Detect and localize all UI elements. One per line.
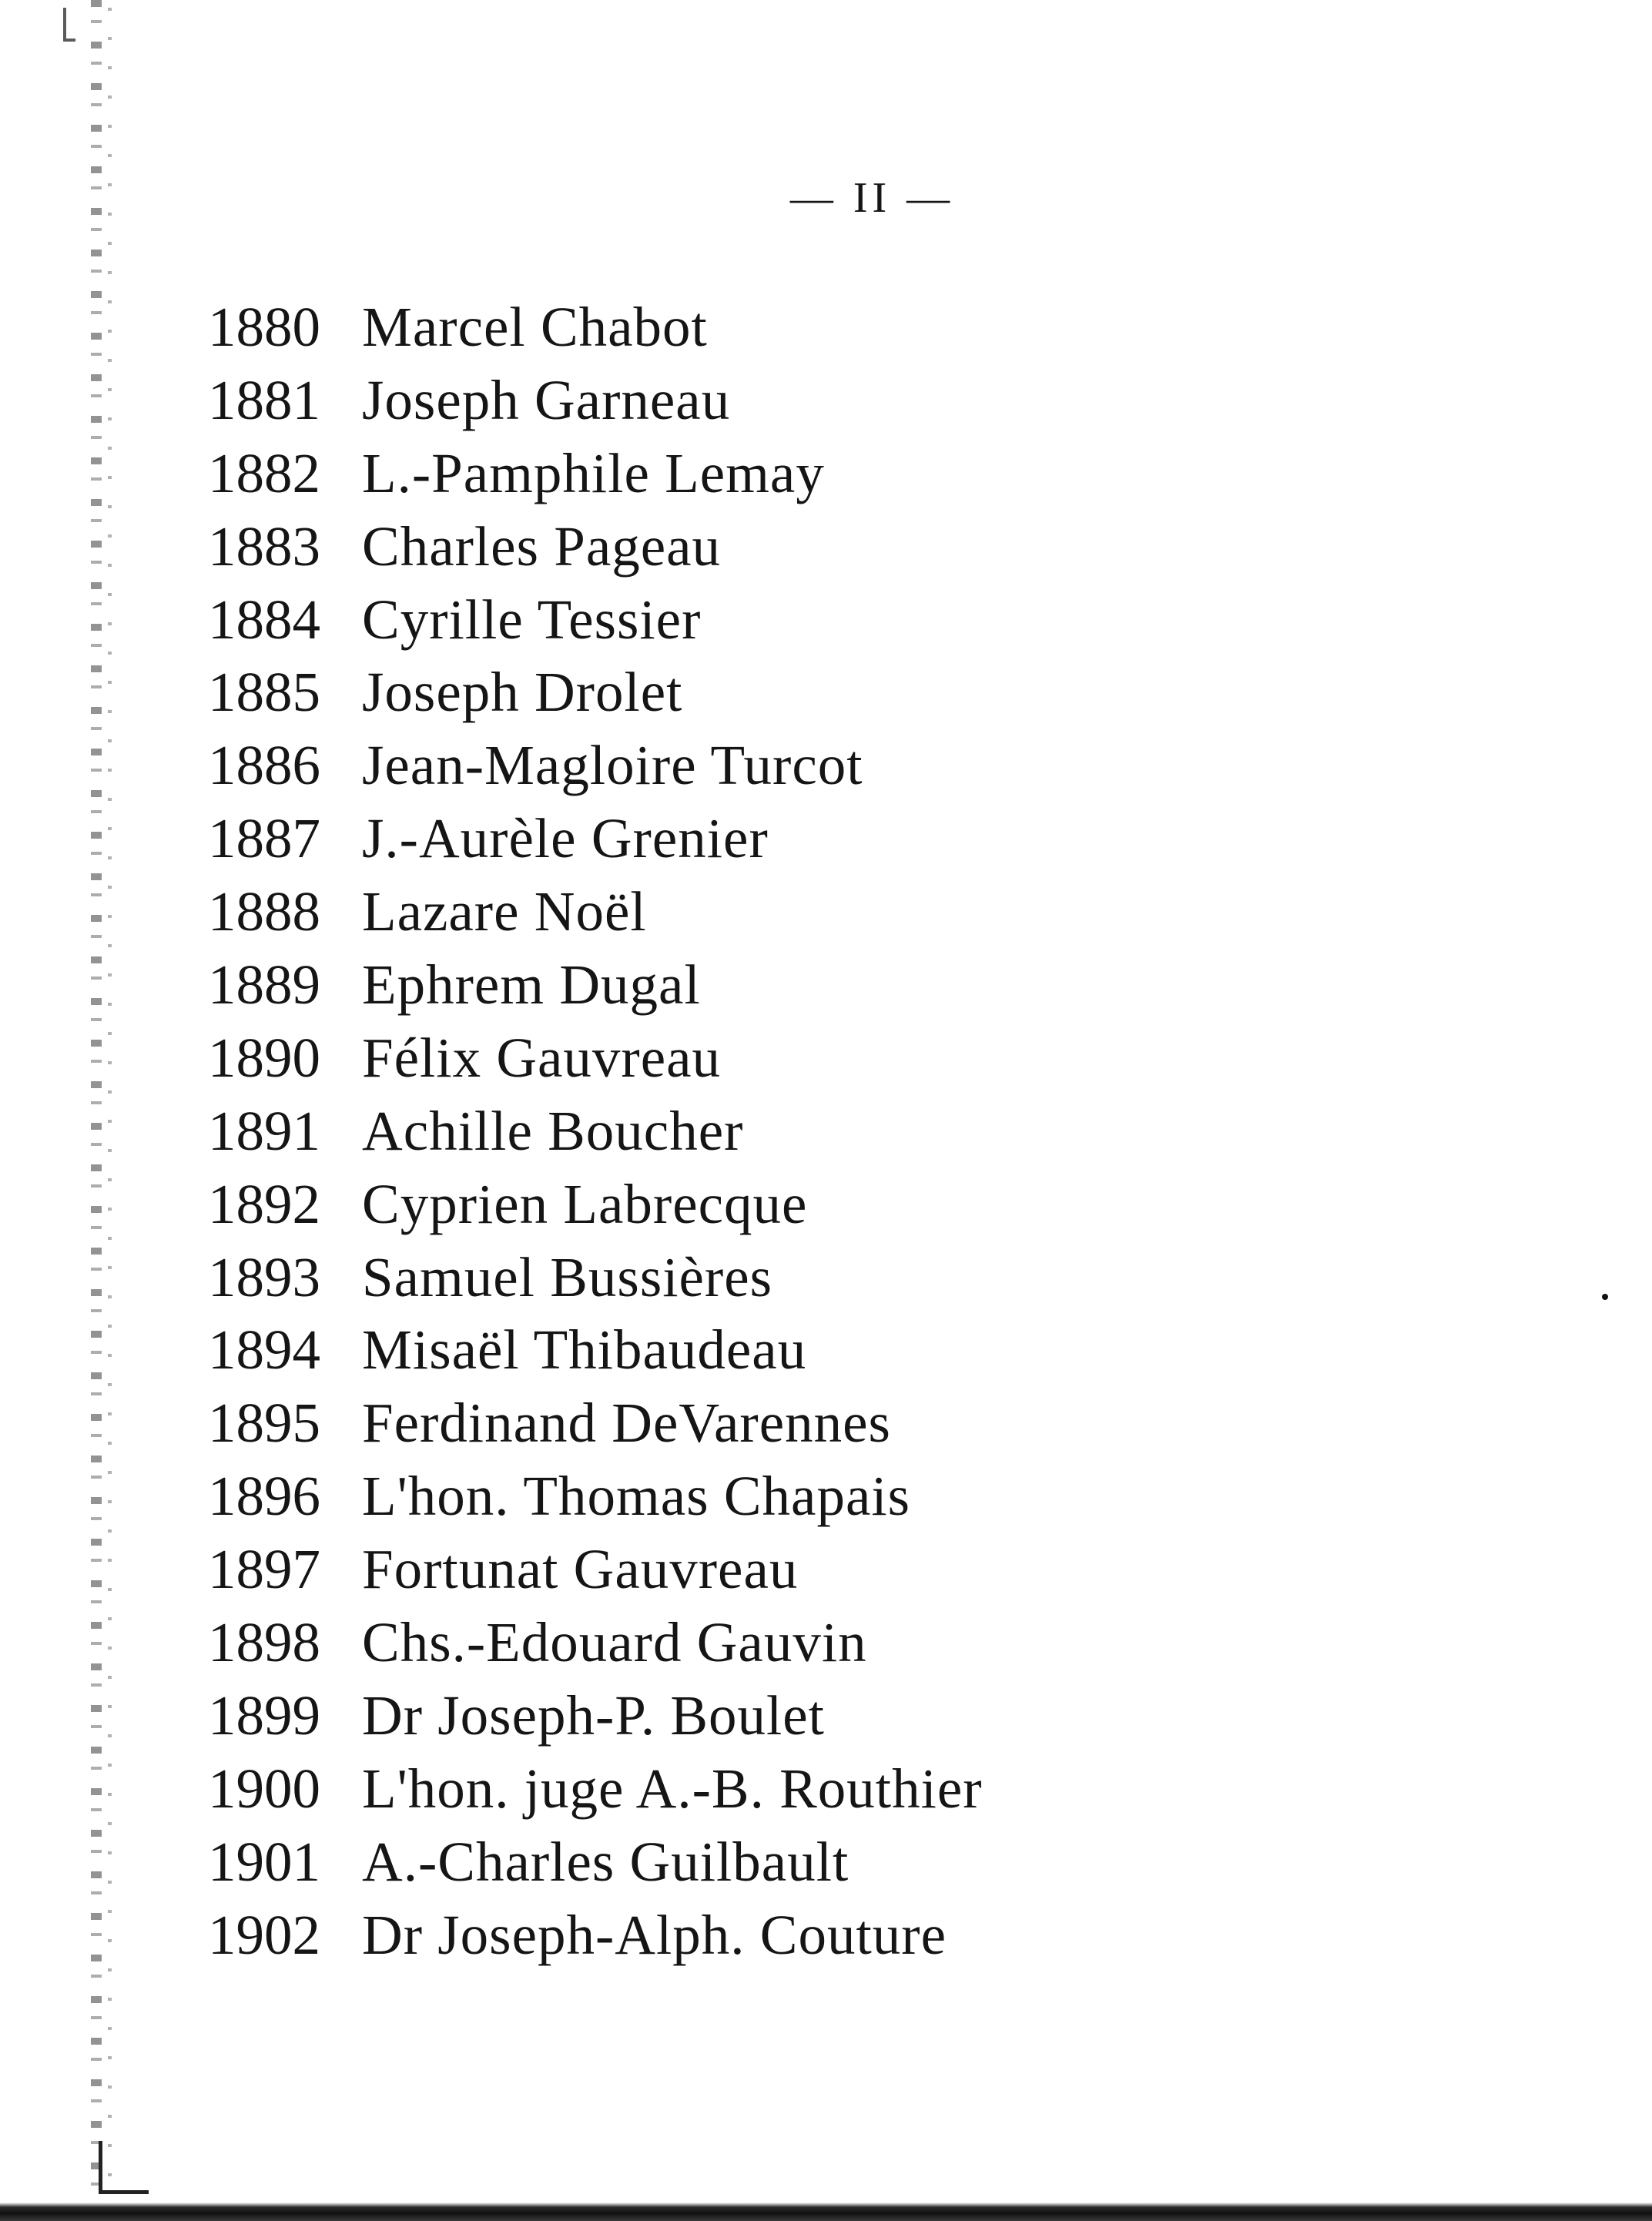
entry-name: Dr Joseph-Alph. Couture [362,1903,947,1966]
list-item [208,1387,983,1460]
list-item [208,1168,983,1241]
entry-year: 1880 [208,296,320,358]
list-item [208,1826,983,1899]
entry-name: Joseph Garneau [362,368,731,431]
list-item [208,511,983,584]
list-item [208,291,983,364]
entry-year: 1895 [208,1392,320,1455]
entry-name: Félix Gauvreau [362,1026,722,1089]
list-item [208,1680,983,1753]
entry-name: Charles Pageau [362,514,722,578]
entry-year: 1884 [208,588,320,651]
entry-name: J.-Aurèle Grenier [362,807,769,870]
page-number: — II — [789,174,955,222]
list-item [208,949,983,1022]
entry-name: Jean-Magloire Turcot [362,734,863,797]
entry-year: 1886 [208,734,320,797]
list-item [208,1533,983,1606]
entry-name: L'hon. Thomas Chapais [362,1465,911,1528]
bottom-scan-edge [0,2203,1652,2221]
binding-edge-inner [108,8,112,2179]
binding-edge [91,0,102,2191]
entry-name: Ephrem Dugal [362,953,701,1017]
entry-list [208,291,983,1971]
list-item [208,364,983,437]
entry-name: Cyrille Tessier [362,588,702,651]
entry-name: L'hon. juge A.-B. Routhier [362,1757,983,1820]
list-item [208,802,983,876]
scan-corner-mark [63,8,75,42]
scan-corner-mark-bottom [99,2141,149,2194]
entry-name: Samuel Bussières [362,1245,773,1308]
entry-year: 1902 [208,1903,320,1966]
list-item [208,656,983,729]
entry-year: 1897 [208,1538,320,1601]
entry-name: Ferdinand DeVarennes [362,1392,891,1455]
list-item [208,437,983,511]
list-item [208,584,983,657]
entry-year: 1885 [208,661,320,724]
entry-year: 1892 [208,1172,320,1235]
list-item [208,1314,983,1387]
entry-name: Cyprien Labrecque [362,1172,808,1235]
entry-name: Lazare Noël [362,880,647,943]
entry-year: 1891 [208,1099,320,1162]
list-item [208,1460,983,1533]
entry-year: 1889 [208,953,320,1017]
list-item [208,1022,983,1095]
entry-name: L.-Pamphile Lemay [362,441,825,504]
entry-year: 1899 [208,1683,320,1747]
list-item [208,1606,983,1680]
list-item [208,1241,983,1315]
entry-year: 1887 [208,807,320,870]
entry-name: A.-Charles Guilbault [362,1830,849,1893]
entry-year: 1893 [208,1245,320,1308]
entry-year: 1896 [208,1465,320,1528]
list-item [208,876,983,949]
list-item [208,729,983,802]
list-item [208,1095,983,1168]
entry-name: Chs.-Edouard Gauvin [362,1611,867,1674]
entry-name: Marcel Chabot [362,296,708,358]
entry-name: Achille Boucher [362,1099,744,1162]
entry-name: Dr Joseph-P. Boulet [362,1683,825,1747]
entry-year: 1900 [208,1757,320,1820]
entry-year: 1881 [208,368,320,431]
ink-speck [1602,1294,1608,1300]
entry-year: 1882 [208,441,320,504]
entry-year: 1898 [208,1611,320,1674]
list-item [208,1899,983,1972]
entry-year: 1888 [208,880,320,943]
entry-year: 1883 [208,514,320,578]
list-item [208,1753,983,1826]
entry-year: 1901 [208,1830,320,1893]
entry-year: 1890 [208,1026,320,1089]
entry-year: 1894 [208,1318,320,1382]
entry-name: Fortunat Gauvreau [362,1538,799,1601]
entry-name: Joseph Drolet [362,661,683,724]
entry-name: Misaël Thibaudeau [362,1318,807,1382]
